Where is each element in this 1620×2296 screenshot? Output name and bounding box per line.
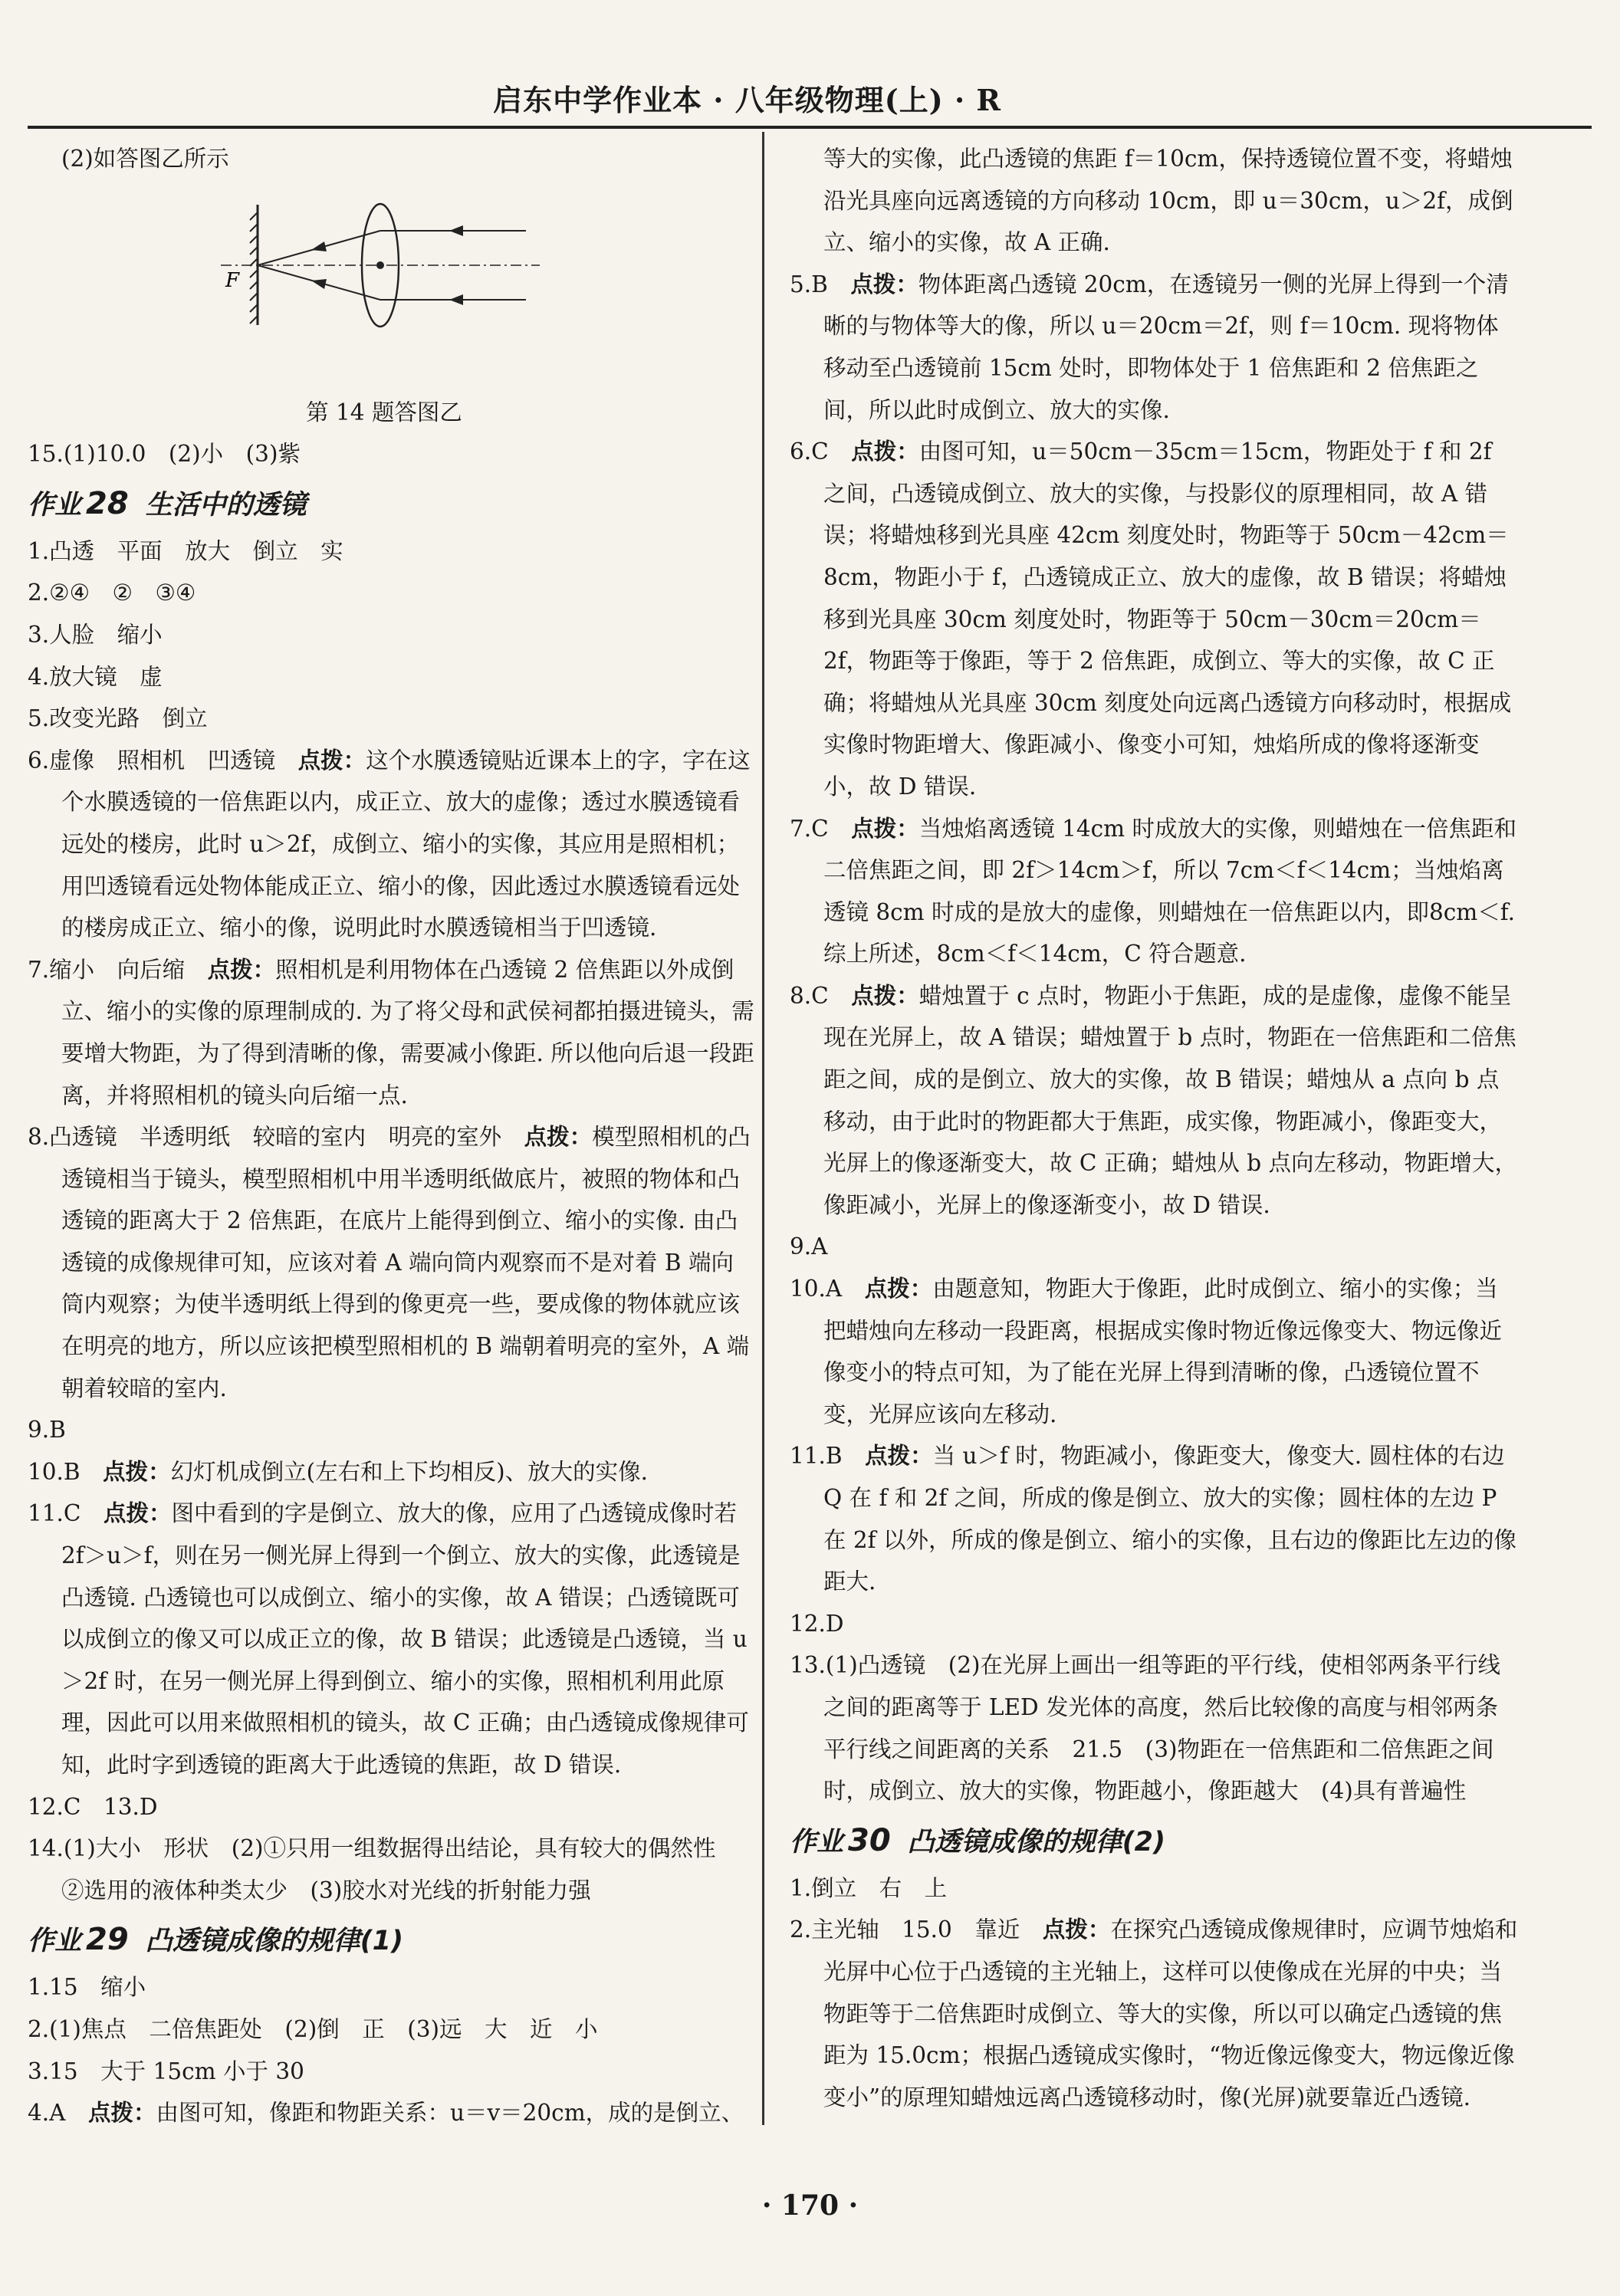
hint-label: 点拨： [851, 815, 919, 842]
hint-text: 这个水膜透镜贴近课本上的字，字在这个水膜透镜的一倍焦距以内，成正立、放大的虚像；透过水膜透镜看远处的楼房，此时 u＞2f，成倒立、缩小的实像，其应用是照相机；用凹透镜看远处物体能成正立、缩小的像，因此透过水膜透镜看远处的楼房成正立、缩小的像，说明此时水膜透镜相当于凹透镜. [61, 747, 751, 941]
answer-3: 3.15 大于 15cm 小于 30 [28, 2058, 304, 2084]
answer-6 [28, 740, 756, 949]
answer-text: 6.虚像 照相机 凹透镜 [28, 747, 298, 774]
answer-1: 1.凸透 平面 放大 倒立 实 [28, 537, 343, 564]
hint-text: 当 u＞f 时，物距减小，像距变大，像变大. 圆柱体的右边 Q 在 f 和 2f 之间，所成的像是倒立、放大的实像；圆柱体的左边 P 在 2f 以外，所成的像是倒立、缩小的实像，且右边的像距比左边的像距大. [823, 1443, 1516, 1595]
answer-8 [28, 1116, 756, 1409]
answer-text: 4.A [28, 2100, 88, 2127]
answer-15: 15.(1)10.0 (2)小 (3)紫 [28, 441, 301, 468]
section-number: 29 [86, 1922, 129, 1958]
answer-2 [790, 1909, 1518, 2118]
section-title: 凸透镜成像的规律(1) [145, 1926, 404, 1957]
convex-lens-diagram [219, 191, 541, 344]
answer-text: 2.主光轴 15.0 靠近 [790, 1917, 1043, 1943]
hint-label: 点拨： [851, 982, 919, 1009]
hint-label: 点拨： [851, 439, 919, 465]
column-divider [762, 132, 764, 2125]
section-number: 28 [86, 485, 129, 521]
hint-label: 点拨： [864, 1276, 933, 1302]
answer-2: 2.(1)焦点 二倍焦距处 (2)倒 正 (3)远 大 近 小 [28, 2015, 598, 2042]
section-title: 生活中的透镜 [145, 489, 307, 521]
lens-figure [28, 180, 756, 392]
focal-point-label: F [225, 268, 240, 292]
page-number: · 170 · [761, 2189, 859, 2222]
answer-6 [790, 431, 1518, 807]
hint-label: 点拨： [103, 1458, 171, 1485]
section-heading-29 [28, 1917, 756, 1963]
answer-7 [28, 949, 756, 1116]
figure-caption: 第 14 题答图乙 [306, 399, 462, 425]
answer-3: 3.人脸 缩小 [28, 621, 163, 648]
continued-text: 等大的实像，此凸透镜的焦距 f＝10cm，保持透镜位置不变，将蜡烛沿光具座向远离透镜的方向移动 10cm，即 u＝30cm，u＞2f，成倒立、缩小的实像，故 A 正确. [823, 146, 1513, 256]
answer-1: 1.倒立 右 上 [790, 1874, 948, 1901]
answer-text: 10.B [28, 1458, 104, 1485]
answer-text: 7.C [790, 815, 852, 842]
answer-text: 11.B [790, 1443, 866, 1470]
hint-label: 点拨： [850, 271, 918, 297]
hint-text: 幻灯机成倒立(左右和上下均相反)、放大的实像. [170, 1458, 649, 1485]
hint-label: 点拨： [524, 1124, 593, 1151]
answer-2: 2.②④ ② ③④ [28, 580, 196, 606]
answer-10 [790, 1268, 1518, 1435]
section-number: 30 [848, 1822, 891, 1858]
answer-text: 8.凸透镜 半透明纸 较暗的室内 明亮的室外 [28, 1124, 524, 1151]
hint-label: 点拨： [104, 1500, 172, 1527]
section-prefix: 作业 [28, 1926, 82, 1957]
answer-12-13: 12.C 13.D [28, 1793, 158, 1820]
hint-text: 在探究凸透镜成像规律时，应调节烛焰和光屏中心位于凸透镜的主光轴上，这样可以使像成在光屏的中央；当物距等于二倍焦距时成倒立、等大的实像，所以可以确定凸透镜的焦距为 15.0cm；根据凸透镜成实像时，“物近像远像变大，物远像近像变小”的原理知蜡烛远离凸透镜移动时，像(光屏)就要靠近凸透镜. [823, 1917, 1518, 2110]
answer-9: 9.A [790, 1233, 828, 1260]
hint-text: 物体距离凸透镜 20cm，在透镜另一侧的光屏上得到一个清晰的与物体等大的像，所以 u＝20cm＝2f，则 f＝10cm. 现将物体移动至凸透镜前 15cm 处时，即物体处于 1 倍焦距和 2 倍焦距之间，所以此时成倒立、放大的实像. [823, 271, 1509, 423]
right-column [790, 138, 1518, 2118]
answer-8 [790, 975, 1518, 1227]
hint-text: 由图可知，u＝50cm－35cm＝15cm，物距处于 f 和 2f 之间，凸透镜成倒立、放大的实像，与投影仪的原理相同，故 A 错误；将蜡烛移到光具座 42cm 刻度处时，物距等于 50cm－42cm＝8cm，物距小于 f，凸透镜成正立、放大的虚像，故 B 错误；将蜡烛移到光具座 30cm 刻度处时，物距等于 50cm－30cm＝20cm＝2f，物距等于像距，等于 2 倍焦距，成倒立、等大的实像，故 C 正确；将蜡烛从光具座 30cm 刻度处向远离凸透镜方向移动时，根据成实像时物距增大、像距减小、像变小可知，烛焰所成的像将逐渐变小，故 D 错误. [823, 439, 1512, 800]
hint-text: 当烛焰离透镜 14cm 时成放大的实像，则蜡烛在一倍焦距和二倍焦距之间，即 2f＞14cm＞f，所以 7cm＜f＜14cm；当烛焰离透镜 8cm 时成的是放大的虚像，则蜡烛在一倍焦距以内，即8cm＜f. 综上所述，8cm＜f＜14cm，C 符合题意. [823, 815, 1517, 967]
answer-1: 1.15 缩小 [28, 1974, 146, 2001]
section-heading-30 [790, 1818, 1518, 1864]
answer-10 [28, 1451, 756, 1493]
left-column [28, 138, 756, 2134]
answer-14: 14.(1)大小 形状 (2)①只用一组数据得出结论，具有较大的偶然性 ②选用的液体种类太少 (3)胶水对光线的折射能力强 [28, 1835, 739, 1903]
answer-text: 8.C [790, 982, 852, 1009]
header-title: 启东中学作业本 · 八年级物理(上) · R [493, 83, 1001, 117]
answer-text: 10.A [790, 1276, 865, 1302]
hint-label: 点拨： [1042, 1917, 1111, 1943]
answer-11 [28, 1493, 756, 1785]
hint-text: 图中看到的字是倒立、放大的像，应用了凸透镜成像时若 2f＞u＞f，则在另一侧光屏上得到一个倒立、放大的实像，此透镜是凸透镜. 凸透镜也可以成倒立、缩小的实像，故 A 错误；凸透镜既可以成倒立的像又可以成正立的像，故 B 错误；此透镜是凸透镜，当 u＞2f 时，在另一侧光屏上得到倒立、缩小的实像，照相机利用此原理，因此可以用来做照相机的镜头，故 C 正确；由凸透镜成像规律可知，此时字到透镜的距离大于此透镜的焦距，故 D 错误. [61, 1500, 749, 1778]
answer-7 [790, 808, 1518, 975]
answer-text: 7.缩小 向后缩 [28, 956, 208, 983]
section-prefix: 作业 [28, 489, 82, 521]
answer-text: 5.B [790, 271, 851, 297]
answer-4: 4.放大镜 虚 [28, 663, 163, 690]
answer-4 [28, 2092, 756, 2134]
answer-12: 12.D [790, 1610, 844, 1637]
answer-13: 13.(1)凸透镜 (2)在光屏上画出一组等距的平行线，使相邻两条平行线之间的距离等于 LED 发光体的高度，然后比较像的高度与相邻两条平行线之间距离的关系 21.5 (3)物距在一倍焦距和二倍焦距之间时，成倒立、放大的实像，物距越小，像距越大 (4)具有普遍性 [790, 1652, 1500, 1805]
hint-label: 点拨： [87, 2100, 156, 2127]
answer-text: 6.C [790, 439, 852, 465]
answer-5: 5.改变光路 倒立 [28, 705, 208, 732]
answer-text: 11.C [28, 1500, 104, 1527]
section-heading-28 [28, 481, 756, 527]
answer-11 [790, 1435, 1518, 1602]
answer-5 [790, 264, 1518, 431]
hint-label: 点拨： [297, 747, 366, 774]
section-prefix: 作业 [790, 1826, 844, 1857]
section-title: 凸透镜成像的规律(2) [907, 1826, 1166, 1857]
hint-text: 由图可知，像距和物距关系：u＝v＝20cm，成的是倒立、 [156, 2100, 744, 2127]
hint-text: 模型照相机的凸透镜相当于镜头，模型照相机中用半透明纸做底片，被照的物体和凸透镜的距离大于 2 倍焦距，在底片上能得到倒立、缩小的实像. 由凸透镜的成像规律可知，应该对着 A 端向筒内观察而不是对着 B 端向筒内观察；为使半透明纸上得到的像更亮一些，要成像的物体就应该在明亮的地方，所以应该把模型照相机的 B 端朝着明亮的室外，A 端朝着较暗的室内. [61, 1124, 751, 1401]
answer-9: 9.B [28, 1417, 66, 1444]
hint-label: 点拨： [865, 1443, 933, 1470]
hint-text: 由题意知，物距大于像距，此时成倒立、缩小的实像；当把蜡烛向左移动一段距离，根据成实像时物近像远像变大、物远像近像变小的特点可知，为了能在光屏上得到清晰的像，凸透镜位置不变，光屏应该向左移动. [823, 1276, 1503, 1427]
hint-text: 蜡烛置于 c 点时，物距小于焦距，成的是虚像，虚像不能呈现在光屏上，故 A 错误；蜡烛置于 b 点时，物距在一倍焦距和二倍焦距之间，成的是倒立、放大的实像，故 B 错误；蜡烛从 a 点向 b 点移动，由于此时的物距都大于焦距，成实像，物距减小，像距变大，光屏上的像逐渐变大，故 C 正确；蜡烛从 b 点向左移动，物距增大，像距减小，光屏上的像逐渐变小，故 D 错误. [823, 982, 1517, 1218]
hint-label: 点拨： [207, 956, 276, 983]
hint-text: 照相机是利用物体在凸透镜 2 倍焦距以外成倒立、缩小的实像的原理制成的. 为了将父母和武侯祠都拍摄进镜头，需要增大物距，为了得到清晰的像，需要减小像距. 所以他向后退一段距离，并将照相机的镜头向后缩一点. [61, 956, 754, 1109]
page-header [28, 67, 1592, 129]
answer-line: (2)如答图乙所示 [61, 146, 229, 172]
